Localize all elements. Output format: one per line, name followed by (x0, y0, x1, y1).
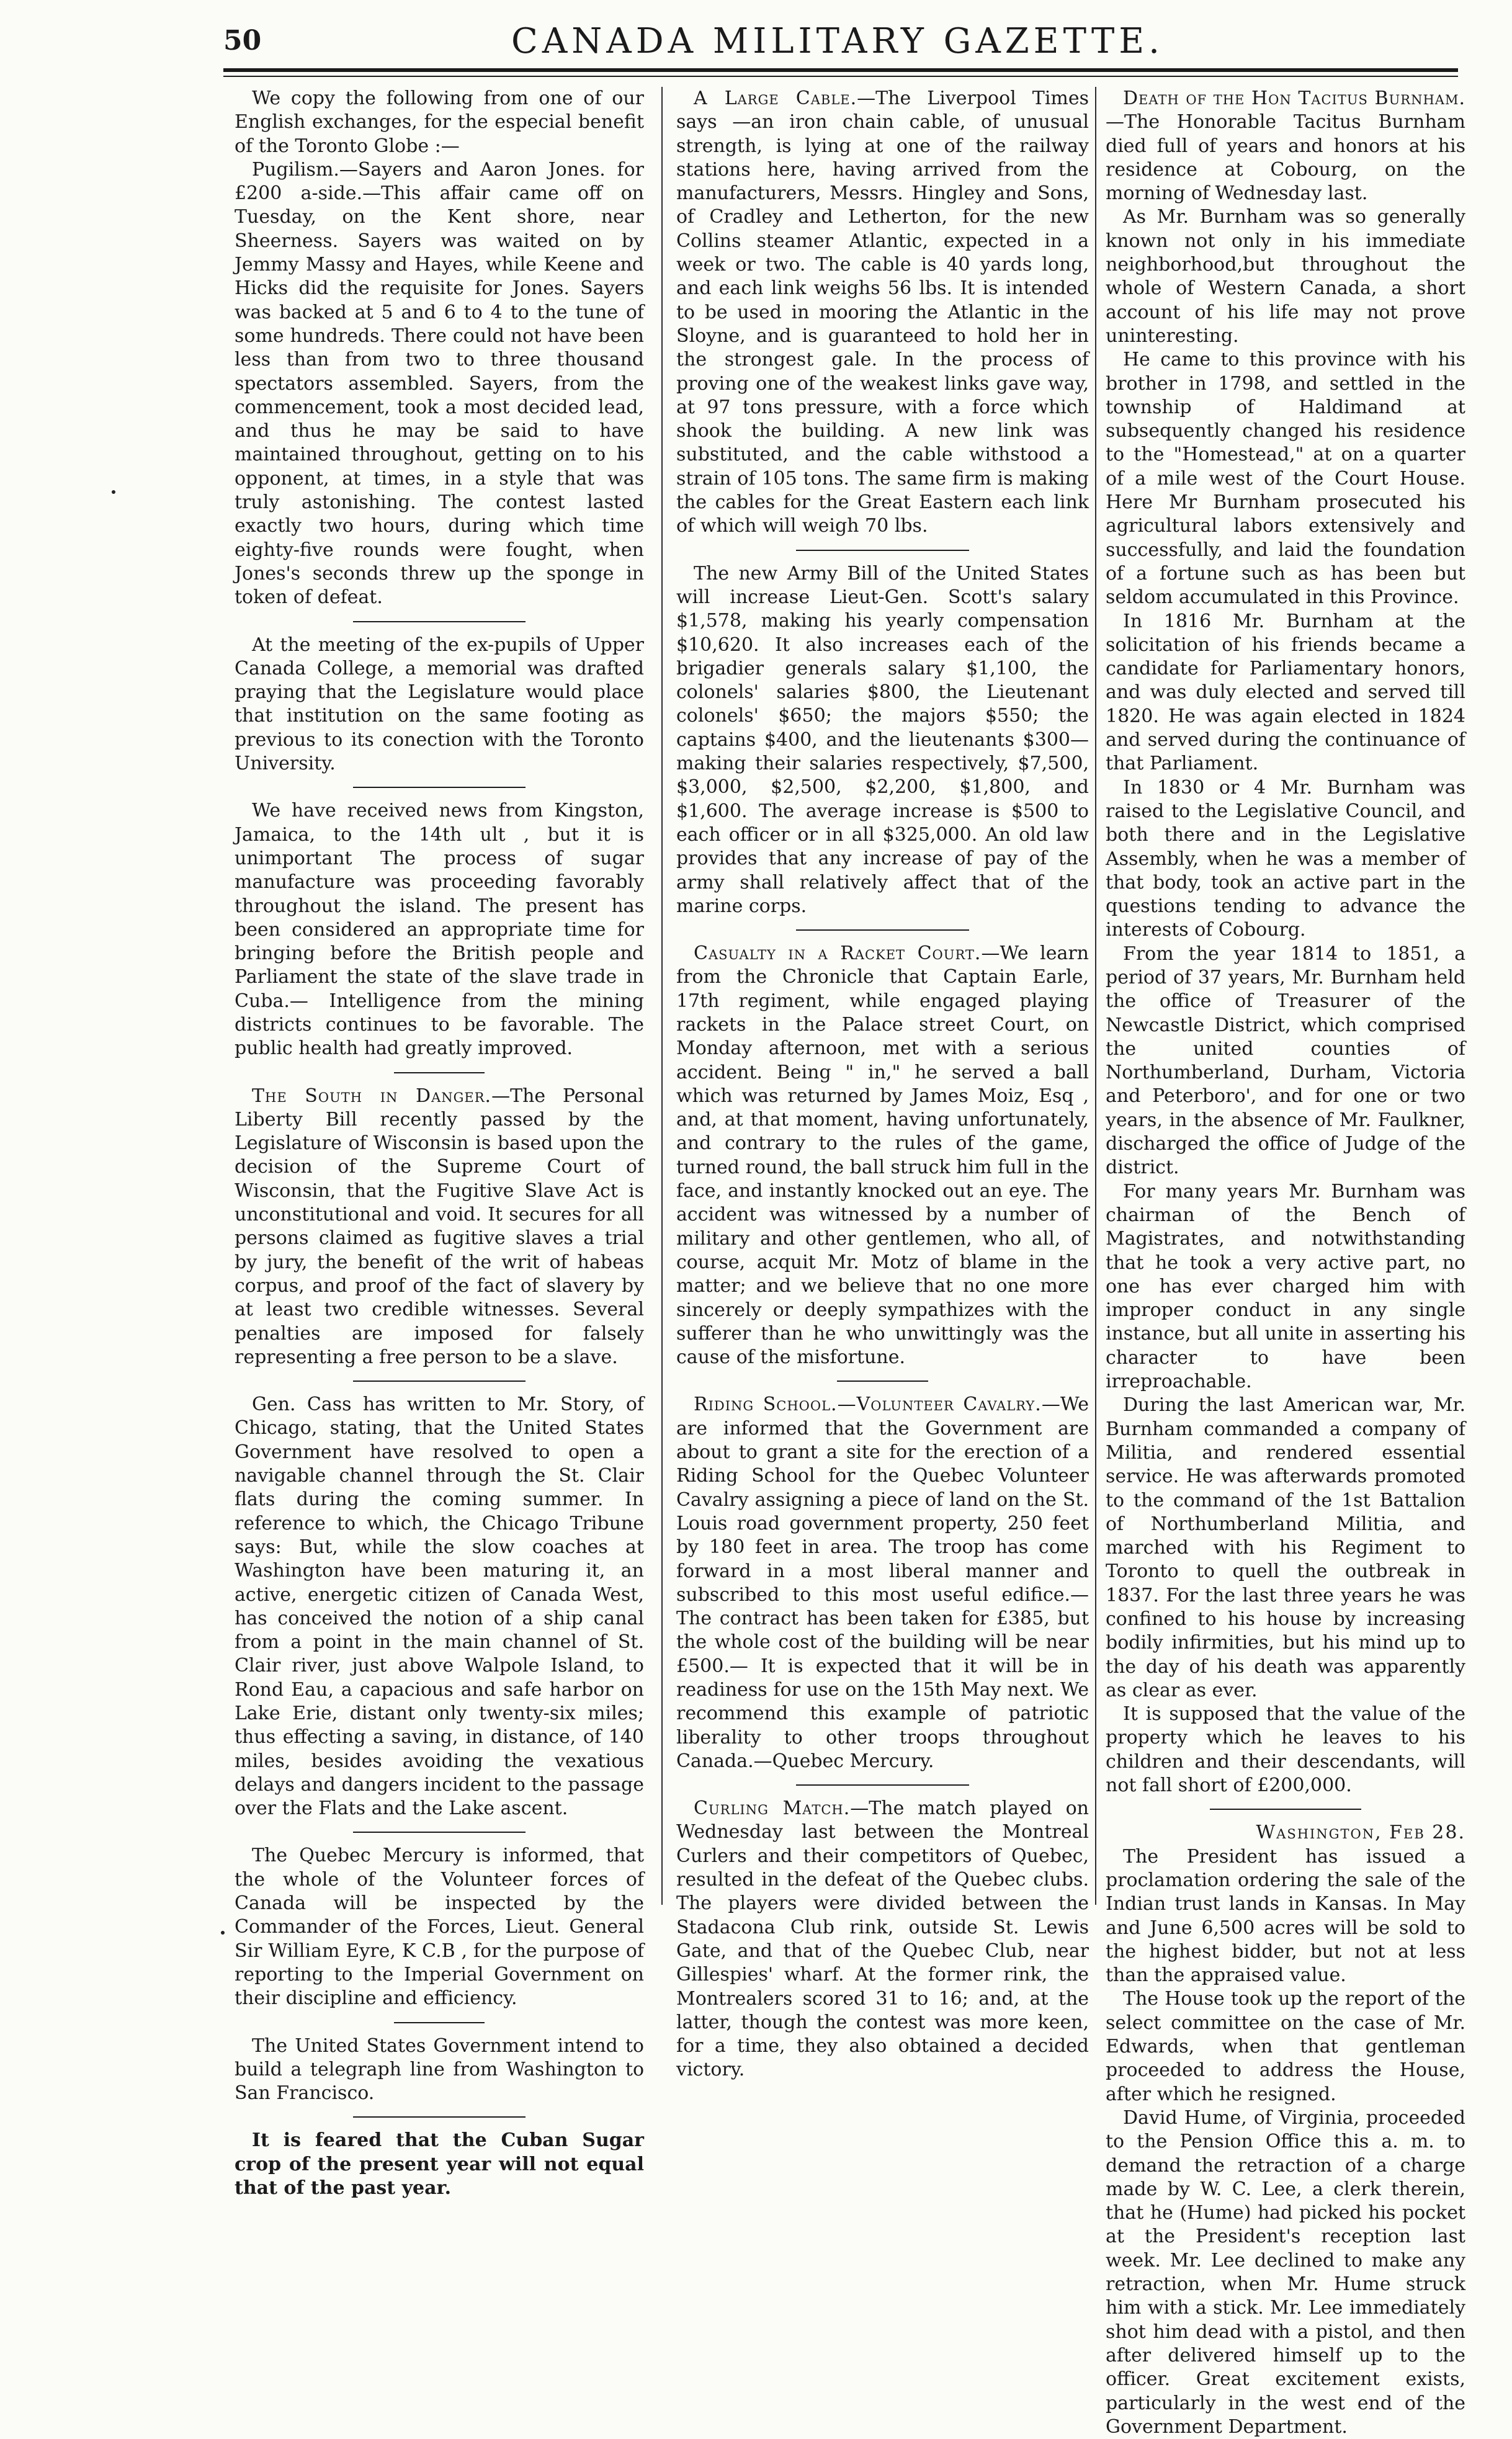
article-text: In 1830 or 4 Mr. Burnham was raised to the Legislative Council, and both there and in the Legislative Assembly, when he was a member of that body, took an active part in the questions tending to advance the interests of Cobourg. (1106, 776, 1465, 941)
article-paragraph (676, 1393, 1089, 1773)
article-text: The Quebec Mercury is informed, that the whole of the Volunteer forces of Canada will be inspected by the Commander of the Forces, Lieut. General Sir William Eyre, K C.B , for the purpose of reporting to the Imperial Government on their discipline and efficiency. (235, 1845, 644, 2010)
article-paragraph (1106, 1987, 1465, 2106)
article-paragraph (235, 158, 644, 610)
article-paragraph (235, 1393, 644, 1820)
article (235, 1844, 644, 2010)
article-text: The new Army Bill of the United States will increase Lieut-Gen. Scott's salary $1,578, making his yearly compensation $10,620. It also increases each of the brigadier generals salary $1,100, the colonels' salaries $800, the Lieutenant colonels' $650; the majors $550; the captains $400, and the lieutenants $300—making their salaries respectively, $7,500, $3,000, $2,500, $2,200, $1,800, and $1,600. The average increase is $500 to each officer or in all $325,000. An old law provides that any increase of pay of the army shall relatively affect that of the marine corps. (676, 562, 1089, 917)
article (676, 87, 1089, 539)
article-paragraph (235, 799, 644, 1060)
article (676, 562, 1089, 918)
article-text: Pugilism.—Sayers and Aaron Jones. for £200 a-side.—This affair came off on Tuesday, on the Kent shore, near Sheerness. Sayers was waited on by Jemmy Massy and Hayes, while Keene and Hicks did the requisite for Jones. Sayers was backed at 5 and 6 to 4 to the tune of some hundreds. There could not have been less than from two to three thousand spectators assembled. Sayers, from the commencement, took a most decided lead, and thus he may be said to have maintained throughout, getting on to his opponent, at times, in a style that was truly astonishing. The contest lasted exactly two hours, during which time eighty-five rounds were fought, when Jones's seconds threw up the sponge in token of defeat. (235, 158, 644, 609)
article-headline: Riding School.—Volunteer Cavalry. (694, 1394, 1042, 1416)
article-paragraph (1106, 2106, 1465, 2439)
article-text: From the year 1814 to 1851, a period of 37 years, Mr. Burnham held the office of Treasurer of the Newcastle District, which comprised the united counties of Northumberland, Durham, Victoria and Peterboro', and for one or two years, in the absence of Mr. Faulkner, discharged the office of Judge of the district. (1106, 942, 1465, 1179)
article-text: The House took up the report of the select committee on the case of Mr. Edwards, when that gentleman proceeded to address the House, after which he resigned. (1106, 1988, 1465, 2105)
article-paragraph (235, 1085, 644, 1370)
article-text: As Mr. Burnham was so generally known not only in his immediate neighborhood,but throughout the whole of Western Canada, a short account of his life may not prove uninteresting. (1106, 206, 1465, 347)
article-paragraph (1106, 776, 1465, 942)
article-divider (796, 929, 969, 931)
article-paragraph (1106, 1394, 1465, 1703)
article-paragraph (1106, 87, 1465, 205)
article-paragraph (1106, 942, 1465, 1180)
article-divider (1210, 1809, 1361, 1810)
column-1 (235, 87, 645, 2200)
page-number: 50 (223, 25, 262, 56)
article-text: Gen. Cass has written to Mr. Story, of Chicago, stating, that the United States Government have resolved to open a navigable channel through the St. Clair flats during the coming summer. In reference to which, the Chicago Tribune says: But, while the slow coaches at Washington have been maturing it, an active, energetic citizen of Canada West, has conceived the notion of a ship canal from a point in the main channel of St. Clair river, just above Walpole Island, to Rond Eau, a capacious and safe harbor on Lake Erie, distant only twenty-six miles; thus effecting a saving, in distance, of 140 miles, besides avoiding the vexatious delays and dangers incident to the passage over the Flats and the Lake ascent. (235, 1394, 644, 1820)
article (235, 1085, 644, 1370)
article-text: We copy the following from one of our English exchanges, for the especial benefit of the Toronto Globe :— (235, 87, 644, 157)
article-text: He came to this province with his brother in 1798, and settled in the township of Haldimand at subsequently changed his residence to the "Homestead," at on a quarter of a mile west of the Court House. Here Mr Burnham prosecuted his agricultural labors extensively and successfully, and laid the foundation of a fortune such as has been but seldom accumulated in this Province. (1106, 349, 1465, 609)
article-paragraph (676, 1797, 1089, 2082)
article (676, 1797, 1089, 2082)
article-divider (796, 550, 969, 551)
article-headline: A Large Cable. (694, 87, 857, 109)
article (235, 2034, 644, 2106)
article-text: During the last American war, Mr. Burnham commanded a company of Militia, and rendered essential service. He was afterwards promoted to the command of the 1st Battalion of Northumberland Militia, and marched with his Regiment to Toronto to quell the outbreak in 1837. For the last three years he was confined to his house by increasing bodily infirmities, but his mind up to the day of his death was apparently as clear as ever. (1106, 1394, 1465, 1701)
article-text: The President has issued a proclamation ordering the sale of the Indian trust lands in Kansas. In May and June 6,500 acres will be sold to the highest bidder, but not at less than the appraised value. (1106, 1845, 1465, 1987)
article-text: The United States Government intend to build a telegraph line from Washington to San Francisco. (235, 2034, 644, 2105)
article-paragraph (1106, 1180, 1465, 1394)
masthead-rule (223, 68, 1458, 72)
article-text: —The match played on Wednesday last between the Montreal Curlers and their competitors of Quebec, resulted in the defeat of the Quebec clubs. The players were divided between the Stadacona Club rink, outside St. Lewis Gate, and that of the Quebec Club, near Gillespies' wharf. At the former rink, the Montrealers scored 31 to 16; and, at the latter, though the contest was more keen, for a time, they also obtained a decided victory. (676, 1797, 1089, 2081)
article-paragraph (676, 87, 1089, 539)
article-text: David Hume, of Virginia, proceeded to the Pension Office this a. m. to demand the retraction of a charge made by W. C. Lee, a clerk therein, that he (Hume) had picked his pocket at the President's reception last week. Mr. Lee declined to make any retraction, when Mr. Hume struck him with a stick. Mr. Lee immediately shot him dead with a pistol, and then after delivered himself up to the officer. Great excitement exists, particularly in the west end of the Government Department. (1106, 2106, 1465, 2438)
article-divider (837, 1381, 928, 1382)
column-separator (661, 87, 663, 1905)
article-headline: Casualty in a Racket Court. (694, 942, 982, 965)
article-divider (353, 621, 525, 622)
article (235, 1393, 644, 1820)
article-divider (353, 2116, 525, 2118)
article (235, 799, 644, 1060)
article-paragraph (676, 562, 1089, 918)
article (235, 2129, 644, 2200)
masthead-rule-thin (223, 76, 1458, 77)
article-text: It is feared that the Cuban Sugar crop of the present year will not equal that of the past year. (235, 2129, 644, 2200)
article-paragraph (235, 2034, 644, 2106)
article-divider (353, 787, 525, 788)
article-paragraph (676, 942, 1089, 1369)
article-text: We have received news from Kingston, Jamaica, to the 14th ult , but it is unimportant The process of sugar manufacture was proceeding favorably throughout the island. The present has been considered an appropriate time for bringing before the British people and Parliament the state of the slave trade in Cuba.— Intelligence from the mining districts continues to be favorable. The public health had greatly improved. (235, 800, 644, 1060)
article-headline: The South in Danger. (252, 1085, 492, 1107)
article-divider (394, 1072, 484, 1073)
column-separator (1095, 87, 1096, 1905)
speck-mark (112, 490, 115, 494)
article-divider (353, 1381, 525, 1382)
article-text: It is supposed that the value of the property which he leaves to his children and their descendants, will not fall short of £200,000. (1106, 1703, 1465, 1797)
article-text: In 1816 Mr. Burnham at the solicitation of his friends became a candidate for Parliamentary honors, and was duly elected and served till 1820. He was again elected in 1824 and served during the continuance of that Parliament. (1106, 610, 1465, 775)
masthead (223, 17, 1452, 73)
article-divider (796, 1784, 969, 1786)
article (235, 87, 644, 610)
article-text: At the meeting of the ex-pupils of Upper Canada College, a memorial was drafted praying that the Legislature would place that institution on the same footing as previous to its conection with the Toronto University. (235, 633, 644, 775)
article-paragraph (235, 1844, 644, 2010)
article-paragraph (235, 633, 644, 776)
newspaper-title: CANADA MILITARY GAZETTE. (511, 21, 1164, 61)
article-text: —We learn from the Chronicle that Captain Earle, 17th regiment, while engaged playing rackets in the Palace street Court, on Monday afternoon, met with a serious accident. Being " in," he served a ball which was returned by James Moiz, Esq , and, at that moment, having unfortunately, and contrary to the rules of the game, turned round, the ball struck him full in the face, and instantly knocked out an eye. The accident was witnessed by a number of military and other gentlemen, who all, of course, acquit Mr. Motz of blame in the matter; and we believe that no one more sincerely or deeply sympathizes with the sufferer than he who unwittingly was the cause of the misfortune. (676, 942, 1089, 1369)
article-headline: Death of the Hon Tacitus Burnham. (1123, 87, 1465, 109)
article-paragraph (1106, 348, 1465, 609)
article-paragraph (235, 87, 644, 158)
article-text: —The Honorable Tacitus Burnham died full of years and honors at his residence at Cobourg, on the morning of Wednesday last. (1106, 111, 1465, 205)
article-paragraph (1106, 205, 1465, 348)
article-text: —We are informed that the Government are about to grant a site for the erection of a Riding School for the Quebec Volunteer Cavalry assigning a piece of land on the St. Louis road government property, 250 feet by 180 feet in area. The troop has come forward in a most liberal manner and subscribed to this most useful edifice.— The contract has been taken for £385, but the whole cost of the building will be near £500.— It is expected that it will be in readiness for use on the 15th May next. We recommend this example of patriotic liberality to other troops throughout Canada.—Quebec Mercury. (676, 1394, 1089, 1772)
article-divider (394, 2022, 484, 2023)
article (1106, 1821, 1465, 2439)
column-2 (676, 87, 1089, 2081)
article-paragraph (1106, 1703, 1465, 1797)
article-headline: Curling Match. (694, 1797, 851, 1820)
dateline: Washington, Feb 28. (1256, 1822, 1465, 1844)
article (676, 1393, 1089, 1773)
article (1106, 87, 1465, 1797)
article-divider (353, 1832, 525, 1833)
article-text: For many years Mr. Burnham was chairman of the Bench of Magistrates, and notwithstanding that he took a very active part, no one has ever charged him with improper conduct in any single instance, but all unite in asserting his character to have been irreproachable. (1106, 1180, 1465, 1393)
article-paragraph (235, 2129, 644, 2200)
article (676, 942, 1089, 1369)
article-paragraph (1106, 610, 1465, 776)
article (235, 633, 644, 776)
article-paragraph (1106, 1845, 1465, 1988)
speck-mark (221, 1931, 225, 1935)
article-text: —The Personal Liberty Bill recently passed by the Legislature of Wisconsin is based upon the decision of the Supreme Court of Wisconsin, that the Fugitive Slave Act is unconstitutional and void. It secures for all persons claimed as fugitive slaves a trial by jury, the benefit of the writ of habeas corpus, and proof of the fact of slavery by at least two credible witnesses. Several penalties are imposed for falsely representing a free person to be a slave. (235, 1085, 645, 1368)
column-3 (1106, 87, 1465, 2438)
article-text: —The Liverpool Times says —an iron chain cable, of unusual strength, is lying at one of the railway stations here, having arrived from the manufacturers, Messrs. Hingley and Sons, of Cradley and Letherton, for the new Collins steamer Atlantic, expected in a week or two. The cable is 40 yards long, and each link weighs 56 lbs. It is intended to be used in mooring the Atlantic in the Sloyne, and is guaranteed to hold her in the strongest gale. In the process of proving one of the weakest links gave way, at 97 tons pressure, with a force which shook the building. A new link was substituted, and the cable withstood a strain of 105 tons. The same firm is making the cables for the Great Eastern each link of which will weigh 70 lbs. (676, 87, 1089, 537)
